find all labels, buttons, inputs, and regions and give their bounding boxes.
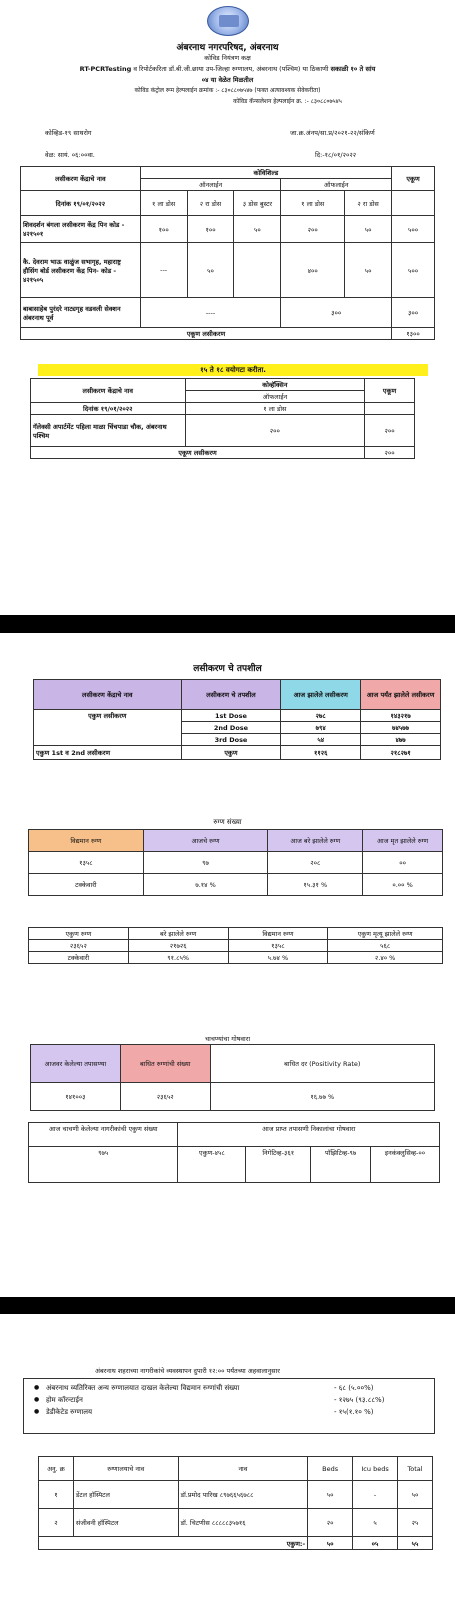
total-vaccination-label: एकुण लसीकरण: [34, 710, 182, 746]
table-cell: १००: [140, 216, 187, 243]
online-dose1: १ ला डोस: [140, 191, 187, 216]
table-cell: ५०: [345, 216, 392, 243]
col-results-today: आज प्राप्त तपासणी निकालांचा गोषवारा: [178, 1123, 440, 1147]
center-1-name: शिवदर्शन बंगला लसीकरण केंद्र पिन कोड - ४२१५०१: [21, 216, 141, 243]
vaccine-covishield: कोविशिल्ड: [140, 167, 391, 179]
result-positive: पॉझिटिव्ह-९७: [311, 1147, 371, 1183]
table-cell: २३६५२: [120, 1083, 210, 1111]
empty-cell: [365, 403, 415, 415]
col-serial: अनु. क्र: [39, 1457, 74, 1481]
table-cell: २.४० %: [328, 952, 443, 964]
col-center-name: लसीकरण केंद्राचे नाव: [34, 680, 182, 710]
vaccine-covaxin: कोव्हॅक्सिन: [185, 379, 365, 391]
total-value: २००: [365, 447, 415, 459]
col-today-patients: आजचे रुग्ण: [143, 830, 268, 852]
dose-label: 2nd Dose: [181, 722, 281, 734]
offline-dose2: २ रा डोस: [345, 191, 392, 216]
table-cell: ३००: [281, 298, 392, 328]
col-total: एकूण: [365, 379, 415, 403]
table-cell: डेंटल हॉस्पिटल: [73, 1481, 178, 1509]
center-2-name: कै. देवराम भाऊ वाळुंज सभागृह, महाराष्ट्र हौसिंग बोर्ड लसीकरण केंद्र पिन- कोड - ४२१५०५: [21, 243, 141, 298]
col-doctor-name: नाव: [178, 1457, 308, 1481]
col-recovered: बरे झालेले रुग्ण: [128, 928, 228, 940]
col-icu-beds: Icu beds: [353, 1457, 398, 1481]
col-offline: ऑफलाईन: [281, 179, 392, 191]
table-cell: ----: [140, 298, 281, 328]
col-hospital-name: रुग्णालयाचे नाव: [73, 1457, 178, 1481]
table-cell: ५००: [392, 216, 435, 243]
col-offline: ऑफलाईन: [185, 391, 365, 403]
table-cell: २३६५२: [29, 940, 129, 952]
table-cell: ५०: [398, 1481, 433, 1509]
bullet-value: - १५(१.१० %): [334, 1408, 374, 1416]
col-total: Total: [398, 1457, 433, 1481]
online-dose3: ३ डोस बुस्टर: [234, 191, 281, 216]
ref-right: जा.क्र.अंनप/सा.प्र/२०२१-२२/संकिर्ण: [290, 129, 375, 137]
dose1-cell: १ ला डोस: [185, 403, 365, 415]
bullet-text: होम कॉरन्टाईन: [46, 1396, 83, 1404]
col-till-date: आज पर्यंत झालेले लसीकरण: [361, 680, 441, 710]
testing-note-text: व रिपोर्टकरिता डॉ.बी.जी.छाया उप-जिल्हा रुग्णालय, अंबरनाथ (पश्चिम) या ठिकाणी: [131, 65, 331, 73]
table-cell: १३५८: [29, 852, 144, 874]
bullet-text: अंबरनाथ व्यतिरिक्त अन्य रुग्णालयात दाखल केलेल्या विद्यमान रुग्णांची संख्या: [46, 1384, 240, 1392]
col-positive: बाधित रुग्णांची संख्या: [120, 1045, 210, 1083]
covaxin-center-name: गॅलेक्सी अपार्टमेंट पहिला माळा चिंचपाडा चौक, अंबरनाथ पश्चिम: [31, 415, 186, 447]
bullet-home-quarantine: [34, 1396, 424, 1405]
table-cell: २: [39, 1509, 74, 1537]
table-cell: डॉ. चिटणीस ८८८८८३५७१६: [178, 1509, 308, 1537]
col-deaths-today: आज मृत झालेले रुग्ण: [363, 830, 443, 852]
foot-beds: ५०: [308, 1537, 353, 1550]
hospital-bullets-box: [23, 1378, 435, 1434]
dose-label: 3rd Dose: [181, 734, 281, 746]
foot-total: ५५: [398, 1537, 433, 1550]
table-cell: ११२६: [281, 746, 361, 760]
table-cell: १३५८: [228, 940, 328, 952]
table-cell: ५६८: [328, 940, 443, 952]
col-online: ऑनलाईन: [140, 179, 281, 191]
covaxin-table: [30, 378, 415, 459]
table-cell: टक्केवारी: [29, 952, 129, 964]
col-deaths: एकुण मृत्यू झालेले रुग्ण: [328, 928, 443, 940]
bullet-other-hospitals: [34, 1384, 424, 1393]
table-cell: २१८२७१: [361, 746, 441, 760]
online-dose2: २ रा डोस: [187, 191, 234, 216]
table-cell: संजीवनी हॉस्पिटल: [73, 1509, 178, 1537]
table-cell: ०.०० %: [363, 874, 443, 896]
table-cell: ९७: [143, 852, 268, 874]
foot-icu: ०५: [353, 1537, 398, 1550]
table-cell: १: [39, 1481, 74, 1509]
table-cell: ४००: [281, 243, 345, 298]
col-today: आज झालेले लसीकरण: [281, 680, 361, 710]
bullet-value: - ६८ (५.००%): [334, 1384, 374, 1392]
table-cell: ५: [353, 1509, 398, 1537]
patients-title: रुग्ण संख्या: [213, 818, 242, 826]
page-one: [0, 0, 455, 615]
covishield-table: [20, 166, 435, 340]
total-value: १३००: [392, 328, 435, 340]
table-cell: ९१.८५%: [128, 952, 228, 964]
table-cell: २०: [308, 1509, 353, 1537]
helpline-cancel: कोविड कॅन्सलेशन हेल्पलाईन क्र. :- ८३०८८०७५४५: [233, 98, 342, 105]
col-recovered-today: आज बरे झालेले रुग्ण: [268, 830, 363, 852]
table-cell: ५००: [392, 243, 435, 298]
details-title: लसीकरण चे तपशील: [193, 664, 262, 674]
bullet-value: - १२७५ (९३.८८%): [334, 1396, 385, 1404]
date-right: दि:-१८/०१/२०२२: [315, 151, 357, 159]
age-banner: १५ ते १८ वयोगटा करीता.: [38, 364, 428, 376]
total-label: एकूण लसीकरण: [21, 328, 392, 340]
table-cell: ७९४: [281, 722, 361, 734]
org-title: अंबरनाथ नगरपरिषद, अंबरनाथ: [176, 43, 279, 53]
time-left: वेळ: सायं. ०६:००वा.: [45, 151, 95, 159]
foot-label: एकुण:-: [39, 1537, 308, 1550]
testing-time: सकाळी १० ते सांय: [330, 65, 376, 73]
table-cell: १६.७७ %: [210, 1083, 434, 1111]
testing-table: [30, 1044, 435, 1111]
table-cell: २१७२६: [128, 940, 228, 952]
col-center-name: लसीकरण केंद्राचे नाव: [21, 167, 141, 191]
table-cell: डॉ.प्रमोद पारिख ८९७६६५६७८८: [178, 1481, 308, 1509]
center-3-name: बाबासाहेब पुरंदरे नाट्यगृह वडवली सेक्शन अंबरनाथ पूर्व: [21, 298, 141, 328]
hospital-table: [38, 1456, 433, 1550]
table-cell: ५४: [281, 734, 361, 746]
table-cell: ---: [140, 243, 187, 298]
col-positivity-rate: बाधित दर (Positivity Rate): [210, 1045, 434, 1083]
ref-left: कोव्हिड-१९ साथरोग: [45, 129, 92, 137]
result-inconclusive: इनकंक्लुसिव्ह-००: [371, 1147, 440, 1183]
table-cell: ७.१४ %: [143, 874, 268, 896]
col-total-tests: आजवर केलेल्या तपासण्या: [31, 1045, 121, 1083]
patients-table: [28, 829, 443, 896]
details-table: [33, 679, 441, 760]
helpline-control: कोविड कंट्रोल रूम हेल्पलाईन क्रमांक :- ८३०८८०७५४७ (फक्त अत्यावश्यक सेवेकरीता): [134, 87, 321, 94]
table-cell: १००: [187, 216, 234, 243]
table-cell: ३००: [392, 298, 435, 328]
testing-title: चाचण्यांचा गोषवारा: [204, 1035, 251, 1043]
sum-label: एकुण 1st व 2nd लसीकरण: [34, 746, 182, 760]
col-details: लसीकरण चे तपशील: [181, 680, 281, 710]
col-active: विद्यमान रुग्ण: [29, 830, 144, 852]
table-cell: २५: [398, 1509, 433, 1537]
page-separator: [0, 1297, 455, 1314]
table-cell: ५.७४ %: [228, 952, 328, 964]
result-negative: निगेटिव्ह-३६१: [246, 1147, 311, 1183]
offline-dose1: १ ला डोस: [281, 191, 345, 216]
table-cell: ५०: [187, 243, 234, 298]
table-cell: १५.३१ %: [268, 874, 363, 896]
page-separator: [0, 615, 455, 633]
table-cell: ५०: [234, 216, 281, 243]
table-cell: ७४५७७: [361, 722, 441, 734]
col-total-patients: एकुण रुग्ण: [29, 928, 129, 940]
testing-time-2: ०४ या वेळेत मिळतील: [201, 76, 254, 84]
summary-table: [28, 927, 443, 964]
table-cell: -: [353, 1481, 398, 1509]
table-cell: ९७५: [29, 1147, 178, 1183]
table-cell: २००: [365, 415, 415, 447]
total-label: एकूण लसीकरण: [31, 447, 365, 459]
today-tests-table: [28, 1122, 440, 1183]
dose-label: 1st Dose: [181, 710, 281, 722]
table-cell: ५०: [308, 1481, 353, 1509]
table-cell: २७८: [281, 710, 361, 722]
page-three: [0, 1314, 455, 1600]
col-center-name: लसीकरण केंद्राचे नाव: [31, 379, 186, 403]
bullet-text: डेडीकेटेड रुग्णालय: [46, 1408, 93, 1416]
col-beds: Beds: [308, 1457, 353, 1481]
empty-cell: [392, 191, 435, 216]
table-cell: २०८: [268, 852, 363, 874]
table-cell: ४७७: [361, 734, 441, 746]
col-tested-today: आज चाचणी केलेल्या नागरीकांची एकुण संख्या: [29, 1123, 178, 1147]
rtpcr-label: RT-PCRTesting: [79, 65, 132, 73]
cell-name: कोविड नियंत्रण कक्ष: [204, 54, 251, 62]
table-cell: ००: [363, 852, 443, 874]
table-cell: १४३२१७: [361, 710, 441, 722]
bullet-dedicated-hospital: [34, 1408, 424, 1417]
table-cell: २००: [185, 415, 365, 447]
date-cell: दिनांक १९/०१/२०२२: [21, 191, 141, 216]
table-cell: १४१००३: [31, 1083, 121, 1111]
table-cell: टक्केवारी: [29, 874, 144, 896]
col-active: विद्यमान रुग्ण: [228, 928, 328, 940]
hospital-intro: अंबरनाथ शहराच्या नागरीकांचे व्यवस्थापन दुपारी १२:०० पर्यंतच्या अहवालानुसार: [95, 1367, 280, 1375]
date-cell: दिनांक १९/०१/२०२२: [31, 403, 186, 415]
result-total: एकुण-४५८: [178, 1147, 246, 1183]
testing-note: [0, 64, 455, 73]
table-cell: [234, 243, 281, 298]
table-cell: २००: [281, 216, 345, 243]
table-cell: ५०: [345, 243, 392, 298]
municipal-logo: [207, 6, 249, 36]
page-two: [0, 633, 455, 1297]
col-total: एकूण: [392, 167, 435, 191]
sum-kind: एकुण: [181, 746, 281, 760]
